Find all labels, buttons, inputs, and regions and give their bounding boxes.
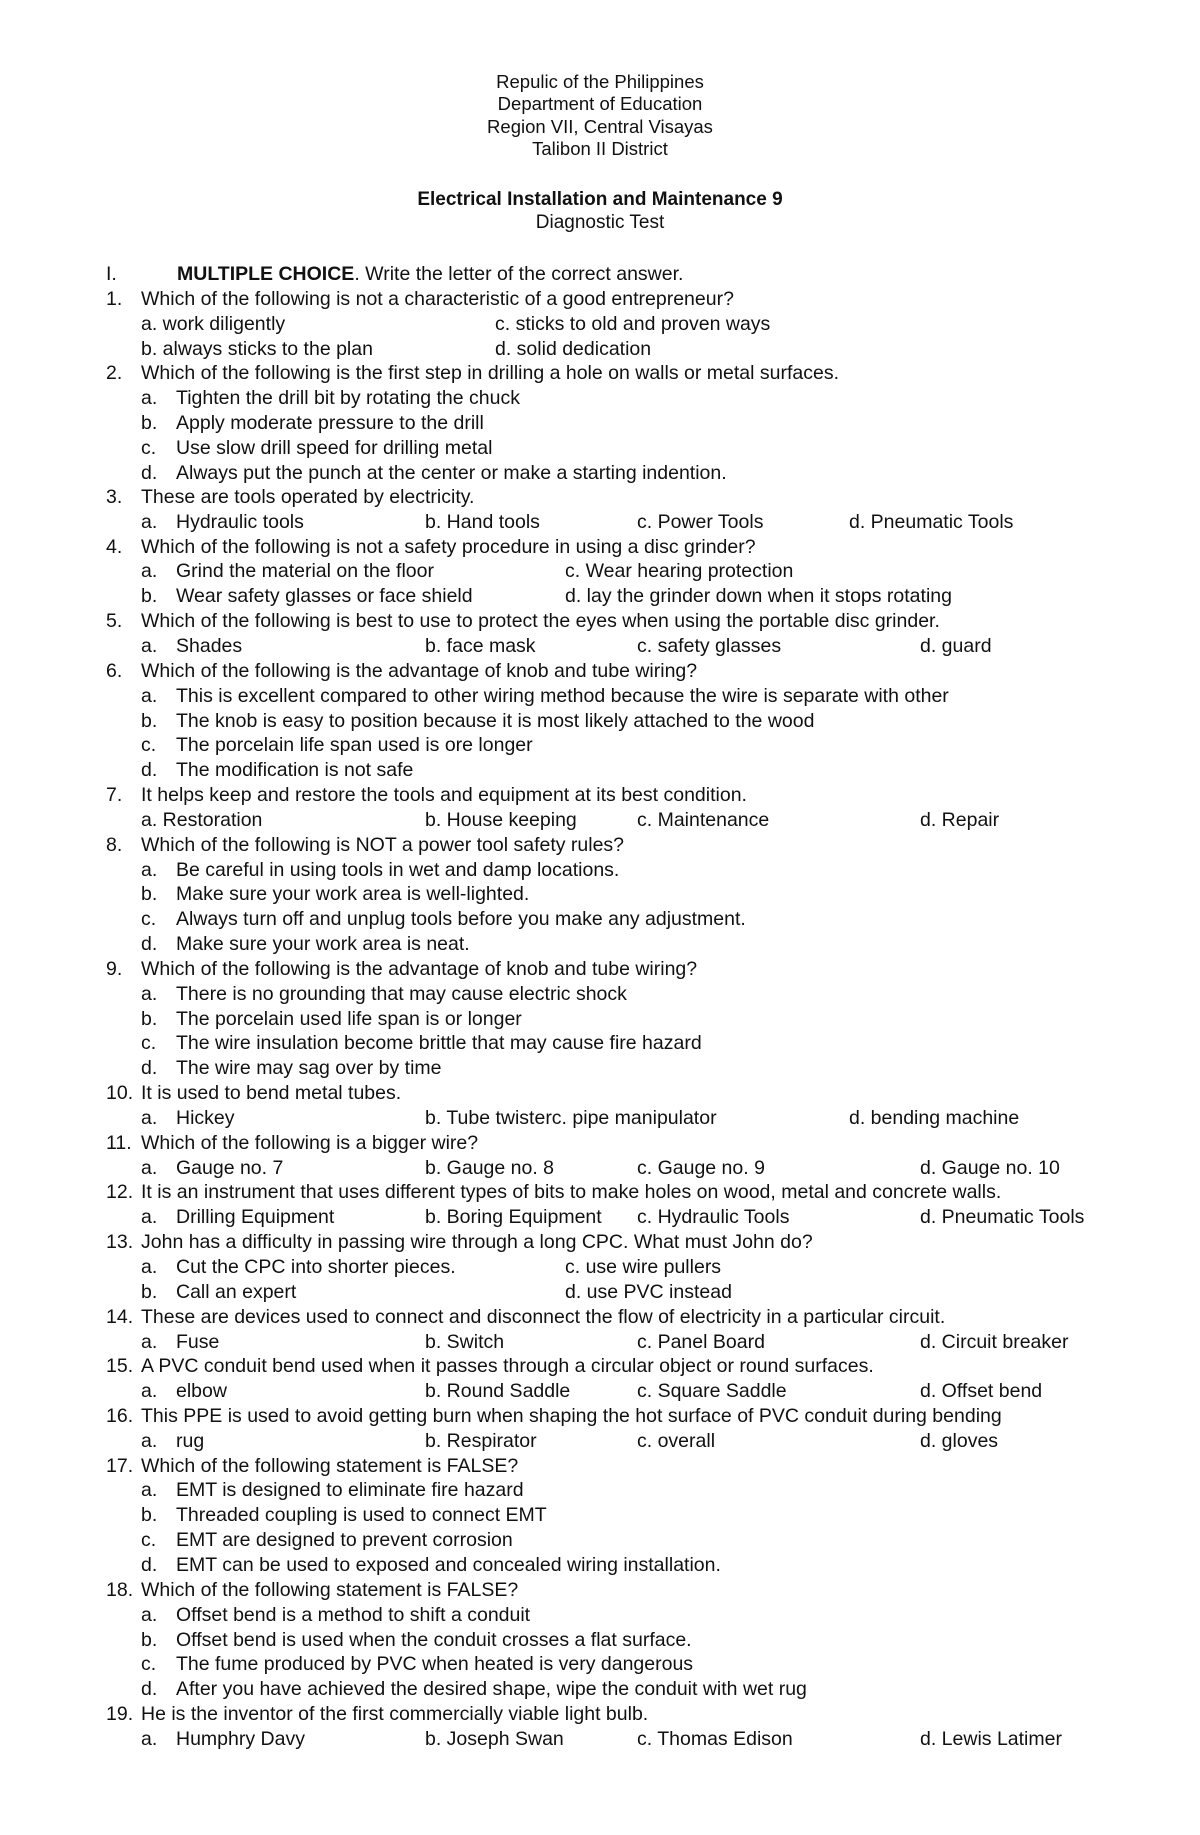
option-letter: c.: [141, 908, 157, 930]
option-letter: a.: [141, 859, 158, 881]
option-c: c. Thomas Edison: [637, 1728, 793, 1750]
option-letter: a.: [141, 1728, 158, 1750]
option-d: d. guard: [920, 635, 992, 657]
header-republic: Repulic of the Philippines: [496, 71, 704, 92]
option-letter: a.: [141, 511, 158, 533]
question-text: This PPE is used to avoid getting burn when shaping the hot surface of PVC conduit during bending: [141, 1405, 1002, 1427]
option-b: b. House keeping: [425, 809, 577, 831]
question-number: 15.: [106, 1355, 134, 1377]
question-number: 14.: [106, 1306, 134, 1328]
option-letter: a.: [141, 635, 158, 657]
option-text: Always put the punch at the center or make a starting indention.: [176, 462, 727, 484]
document-title: Electrical Installation and Maintenance 9: [417, 189, 783, 210]
question-number: 19.: [106, 1703, 134, 1725]
option-c: c. overall: [637, 1430, 716, 1452]
option-letter: b.: [141, 585, 158, 607]
option-text: EMT are designed to prevent corrosion: [176, 1529, 513, 1551]
question-text: Which of the following statement is FALSE?: [141, 1579, 519, 1601]
question-number: 17.: [106, 1455, 134, 1477]
question-text: Which of the following is not a characteristic of a good entrepreneur?: [141, 288, 734, 310]
option-letter: a.: [141, 983, 158, 1005]
question-number: 6.: [106, 660, 123, 682]
option-letter: b.: [141, 1504, 158, 1526]
option-c: c. Power Tools: [637, 511, 764, 533]
option-d: d. Lewis Latimer: [920, 1728, 1062, 1750]
option-text: Always turn off and unplug tools before you make any adjustment.: [176, 908, 746, 930]
option-letter: a.: [141, 1256, 158, 1278]
option-b: b. Gauge no. 8: [425, 1157, 555, 1179]
option-letter: c.: [141, 1529, 157, 1551]
option-d: d. Offset bend: [920, 1380, 1043, 1402]
question-number: 5.: [106, 610, 123, 632]
option-text: Threaded coupling is used to connect EMT: [176, 1504, 547, 1526]
option-text: The modification is not safe: [176, 759, 414, 781]
option-text: The porcelain life span used is ore longer: [176, 734, 533, 756]
option-text: Shades: [176, 635, 243, 657]
option-b: b. Respirator: [425, 1430, 537, 1452]
option-c: c. Panel Board: [637, 1331, 765, 1353]
question-text: Which of the following is best to use to protect the eyes when using the portable disc grinder.: [141, 610, 940, 632]
option-b: b. Round Saddle: [425, 1380, 571, 1402]
option-letter: a.: [141, 1479, 158, 1501]
option-letter: a.: [141, 560, 158, 582]
option-text: EMT is designed to eliminate fire hazard: [176, 1479, 524, 1501]
question-text: Which of the following is the first step in drilling a hole on walls or metal surfaces.: [141, 362, 839, 384]
question-number: 2.: [106, 362, 123, 384]
option-a: a. work diligently: [141, 313, 286, 335]
question-text: These are tools operated by electricity.: [141, 486, 475, 508]
option-b: b. face mask: [425, 635, 536, 657]
option-text: This is excellent compared to other wiring method because the wire is separate with other: [176, 685, 949, 707]
option-text: Be careful in using tools in wet and damp locations.: [176, 859, 620, 881]
option-text: Call an expert: [176, 1281, 297, 1303]
option-letter: d.: [141, 759, 158, 781]
option-letter: a.: [141, 387, 158, 409]
section-label: MULTIPLE CHOICE: [177, 263, 355, 285]
option-letter: a.: [141, 1157, 158, 1179]
option-d: d. use PVC instead: [565, 1281, 732, 1303]
option-text: Offset bend is used when the conduit crosses a flat surface.: [176, 1629, 692, 1651]
question-text: It helps keep and restore the tools and equipment at its best condition.: [141, 784, 747, 806]
option-letter: a.: [141, 1604, 158, 1626]
option-text: After you have achieved the desired shape, wipe the conduit with wet rug: [176, 1678, 807, 1700]
option-text: The wire insulation become brittle that may cause fire hazard: [176, 1032, 702, 1054]
option-d: d. lay the grinder down when it stops rotating: [565, 585, 952, 607]
option-b: b. Boring Equipment: [425, 1206, 602, 1228]
option-letter: b.: [141, 1008, 158, 1030]
option-letter: a.: [141, 685, 158, 707]
option-b: b. Switch: [425, 1331, 505, 1353]
option-letter: c.: [141, 437, 157, 459]
option-letter: d.: [141, 1554, 158, 1576]
option-d: d. Circuit breaker: [920, 1331, 1069, 1353]
option-text: The knob is easy to position because it is most likely attached to the wood: [176, 710, 815, 732]
option-letter: a.: [141, 1430, 158, 1452]
question-text: Which of the following is a bigger wire?: [141, 1132, 479, 1154]
option-text: The porcelain used life span is or longer: [176, 1008, 522, 1030]
question-text: A PVC conduit bend used when it passes through a circular object or round surfaces.: [141, 1355, 874, 1377]
header-district: Talibon II District: [532, 138, 668, 159]
question-number: 16.: [106, 1405, 134, 1427]
option-letter: d.: [141, 1057, 158, 1079]
option-c: c. use wire pullers: [565, 1256, 722, 1278]
header-department: Department of Education: [497, 93, 703, 114]
question-number: 4.: [106, 536, 123, 558]
option-text: Tighten the drill bit by rotating the chuck: [176, 387, 520, 409]
option-text: rug: [176, 1430, 205, 1452]
option-d: d. Pneumatic Tools: [920, 1206, 1085, 1228]
option-c: c. Hydraulic Tools: [637, 1206, 790, 1228]
option-b-c: b. Tube twisterc. pipe manipulator: [425, 1107, 717, 1129]
question-text: John has a difficulty in passing wire through a long CPC. What must John do?: [141, 1231, 813, 1253]
question-number: 11.: [106, 1132, 132, 1154]
option-text: Apply moderate pressure to the drill: [176, 412, 484, 434]
option-text: The fume produced by PVC when heated is very dangerous: [176, 1653, 694, 1675]
question-number: 3.: [106, 486, 123, 508]
question-number: 10.: [106, 1082, 134, 1104]
option-d: d. solid dedication: [495, 338, 652, 360]
option-letter: b.: [141, 710, 158, 732]
header-region: Region VII, Central Visayas: [487, 116, 713, 137]
question-text: Which of the following statement is FALSE?: [141, 1455, 519, 1477]
option-text: elbow: [176, 1380, 227, 1402]
option-text: EMT can be used to exposed and concealed wiring installation.: [176, 1554, 721, 1576]
option-d: d. bending machine: [849, 1107, 1020, 1129]
option-letter: b.: [141, 412, 158, 434]
option-b: b. Joseph Swan: [425, 1728, 564, 1750]
option-d: d. Pneumatic Tools: [849, 511, 1014, 533]
option-letter: b.: [141, 1281, 158, 1303]
question-text: Which of the following is NOT a power tool safety rules?: [141, 834, 625, 856]
option-letter: b.: [141, 1629, 158, 1651]
section-heading: [106, 262, 684, 286]
option-text: Offset bend is a method to shift a conduit: [176, 1604, 531, 1626]
option-letter: c.: [141, 1653, 157, 1675]
document-subtitle: Diagnostic Test: [535, 212, 665, 233]
section-numeral: I.: [106, 263, 117, 285]
option-c: c. Gauge no. 9: [637, 1157, 765, 1179]
option-text: Cut the CPC into shorter pieces.: [176, 1256, 456, 1278]
question-number: 13.: [106, 1231, 134, 1253]
option-text: The wire may sag over by time: [176, 1057, 442, 1079]
section-instruction: [177, 262, 683, 286]
option-letter: d.: [141, 1678, 158, 1700]
option-text: Hydraulic tools: [176, 511, 304, 533]
option-letter: a.: [141, 1206, 158, 1228]
option-text: Make sure your work area is well-lighted.: [176, 883, 530, 905]
option-text: Wear safety glasses or face shield: [176, 585, 473, 607]
question-text: Which of the following is the advantage of knob and tube wiring?: [141, 660, 698, 682]
option-letter: b.: [141, 883, 158, 905]
question-number: 7.: [106, 784, 123, 806]
option-letter: a.: [141, 1107, 158, 1129]
option-b: b. Hand tools: [425, 511, 540, 533]
question-number: 8.: [106, 834, 123, 856]
question-number: 1.: [106, 288, 123, 310]
option-c: c. sticks to old and proven ways: [495, 313, 771, 335]
option-text: Gauge no. 7: [176, 1157, 284, 1179]
option-letter: d.: [141, 933, 158, 955]
option-text: Make sure your work area is neat.: [176, 933, 470, 955]
option-text: Grind the material on the floor: [176, 560, 434, 582]
question-text: Which of the following is not a safety procedure in using a disc grinder?: [141, 536, 756, 558]
option-text: Drilling Equipment: [176, 1206, 335, 1228]
question-number: 12.: [106, 1181, 134, 1203]
option-d: d. Repair: [920, 809, 1000, 831]
option-text: Hickey: [176, 1107, 235, 1129]
option-c: c. safety glasses: [637, 635, 782, 657]
option-a: a. Restoration: [141, 809, 263, 831]
question-text: Which of the following is the advantage of knob and tube wiring?: [141, 958, 698, 980]
option-letter: c.: [141, 1032, 157, 1054]
option-c: c. Square Saddle: [637, 1380, 787, 1402]
option-text: Fuse: [176, 1331, 220, 1353]
question-text: He is the inventor of the first commercially viable light bulb.: [141, 1703, 649, 1725]
option-d: d. gloves: [920, 1430, 999, 1452]
option-c: c. Wear hearing protection: [565, 560, 794, 582]
question-text: It is an instrument that uses different types of bits to make holes on wood, metal and concrete walls.: [141, 1181, 1002, 1203]
question-number: 9.: [106, 958, 123, 980]
option-letter: a.: [141, 1331, 158, 1353]
option-text: There is no grounding that may cause electric shock: [176, 983, 627, 1005]
section-instruction-text: . Write the letter of the correct answer.: [354, 263, 684, 285]
question-number: 18.: [106, 1579, 134, 1601]
option-text: Use slow drill speed for drilling metal: [176, 437, 493, 459]
option-letter: d.: [141, 462, 158, 484]
option-letter: c.: [141, 734, 157, 756]
question-text: It is used to bend metal tubes.: [141, 1082, 402, 1104]
option-c: c. Maintenance: [637, 809, 770, 831]
option-letter: a.: [141, 1380, 158, 1402]
question-text: These are devices used to connect and disconnect the flow of electricity in a particular circuit.: [141, 1306, 946, 1328]
option-d: d. Gauge no. 10: [920, 1157, 1060, 1179]
option-text: Humphry Davy: [176, 1728, 305, 1750]
option-b: b. always sticks to the plan: [141, 338, 373, 360]
